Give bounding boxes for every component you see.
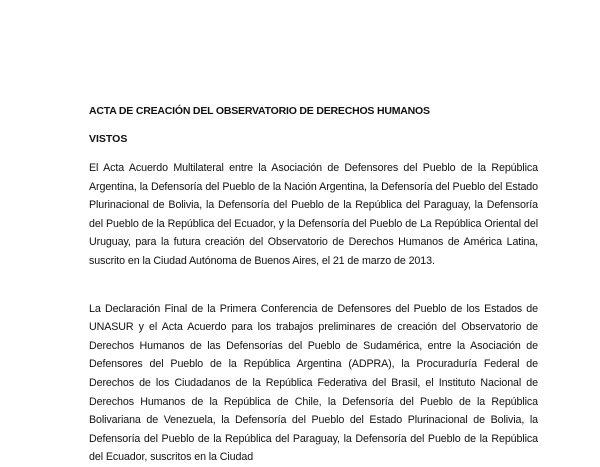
paragraph-vistos-1: El Acta Acuerdo Multilateral entre la Asociación de Defensores del Pueblo de la República Argentina, la Defensoría del Pueblo de la Nación Argentina, la Defensoría del Pueblo del Estado Plurinacional de Bolivia, la Defensoría del Pueblo de la República del Paraguay, la Defensoría del Pueblo de la República del Ecuador, y la Defensoría del Pueblo de La República Oriental del Uruguay, para la futura creación del Observatorio de Derechos Humanos de América Latina, suscrito en la Ciudad Autónoma de Buenos Aires, el 21 de marzo de 2013. [89, 162, 538, 267]
document-title: ACTA DE CREACIÓN DEL OBSERVATORIO DE DERECHOS HUMANOS [89, 105, 430, 117]
document-body [89, 104, 538, 467]
section-heading: VISTOS [89, 133, 128, 145]
paragraph-vistos-2: La Declaración Final de la Primera Conferencia de Defensores del Pueblo de los Estados de UNASUR y el Acta Acuerdo para los trabajos preliminares de creación del Observatorio de Derechos Humanos de las Defensorías del Pueblo de Sudamérica, entre la Asociación de Defensores del Pueblo de la República Argentina (ADPRA), la Procuraduría Federal de Derechos de los Ciudadanos de la República Federativa del Brasil, el Instituto Nacional de Derechos Humanos de la República de Chile, la Defensoría del Pueblo de la República Bolivariana de Venezuela, la Defensoría del Pueblo del Estado Plurinacional de Bolivia, la Defensoría del Pueblo de la República del Paraguay, la Defensoría del Pueblo de la República del Ecuador, suscritos en la Ciudad [89, 302, 538, 464]
